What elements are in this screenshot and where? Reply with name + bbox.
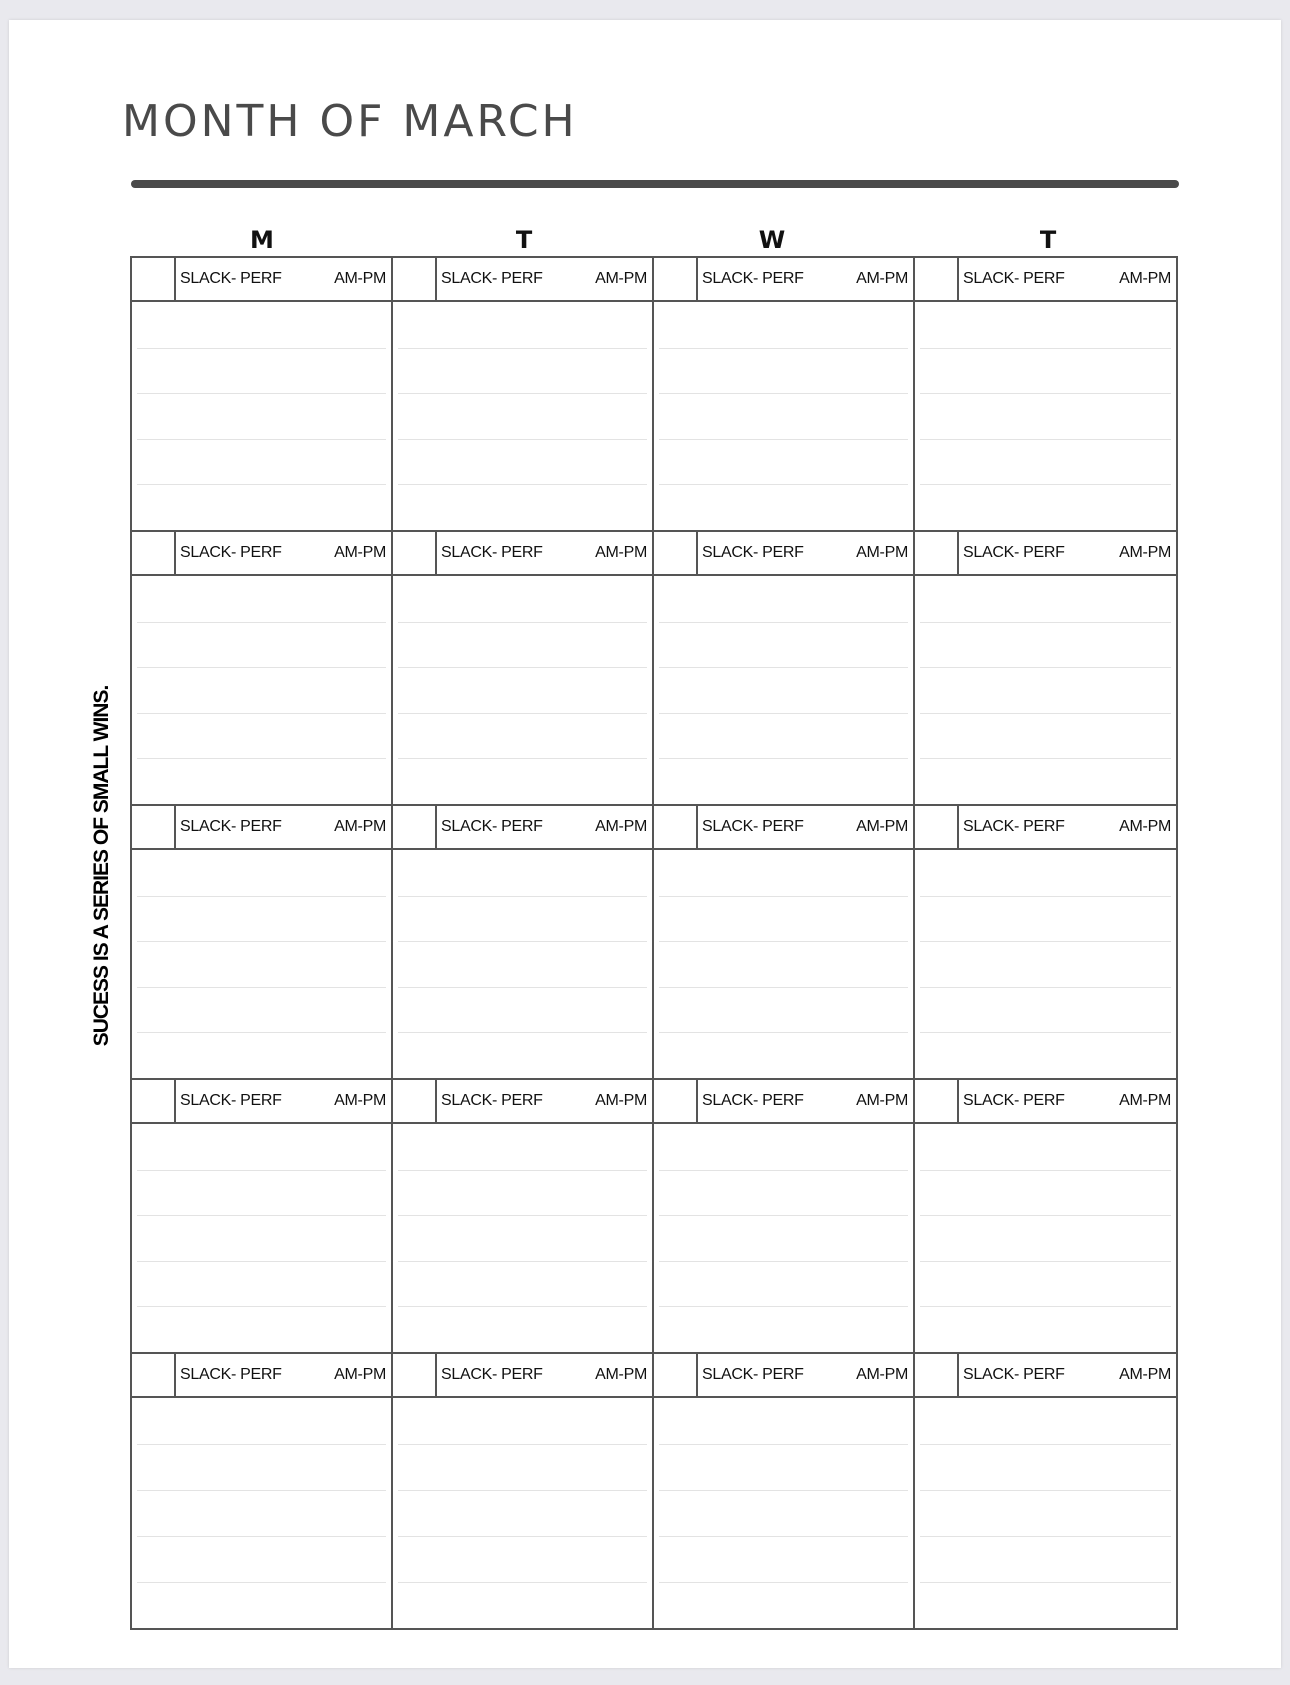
ruled-line (659, 484, 908, 485)
slack-perf-label: SLACK- PERF (180, 1092, 282, 1109)
ruled-line (398, 941, 647, 942)
ruled-line (920, 348, 1171, 349)
ruled-line (137, 393, 386, 394)
date-number-box[interactable] (654, 1080, 698, 1122)
date-number-box[interactable] (393, 806, 437, 848)
slack-perf-label: SLACK- PERF (963, 818, 1065, 835)
day-cell[interactable] (915, 806, 1176, 1080)
ruled-lines (137, 302, 386, 530)
day-cell[interactable] (132, 1354, 393, 1628)
date-number-box[interactable] (654, 532, 698, 574)
day-cell-header (654, 1354, 913, 1398)
ruled-lines (398, 1124, 647, 1352)
day-cell[interactable] (654, 806, 915, 1080)
date-number-box[interactable] (393, 1080, 437, 1122)
ruled-line (659, 667, 908, 668)
ruled-line (398, 1582, 647, 1583)
day-cell-header (915, 532, 1176, 576)
am-pm-label: AM-PM (1119, 818, 1171, 835)
day-cell-header (654, 532, 913, 576)
day-cell-header (393, 532, 652, 576)
day-cell-header (393, 258, 652, 302)
ruled-line (137, 1170, 386, 1171)
ruled-line (920, 1536, 1171, 1537)
am-pm-label: AM-PM (856, 818, 908, 835)
am-pm-label: AM-PM (334, 1092, 386, 1109)
ruled-line (398, 439, 647, 440)
am-pm-label: AM-PM (334, 818, 386, 835)
slack-perf-label: SLACK- PERF (702, 270, 804, 287)
day-cell-header (915, 1080, 1176, 1124)
day-cell[interactable] (393, 1080, 654, 1354)
day-cell-header (132, 806, 391, 850)
ruled-line (659, 348, 908, 349)
ruled-lines (137, 1124, 386, 1352)
date-number-box[interactable] (393, 532, 437, 574)
ruled-line (137, 1444, 386, 1445)
ruled-line (137, 484, 386, 485)
planner-sheet (9, 20, 1281, 1668)
am-pm-label: AM-PM (595, 1092, 647, 1109)
ruled-line (659, 393, 908, 394)
ruled-line (659, 1582, 908, 1583)
ruled-lines (398, 302, 647, 530)
day-cell-header (915, 1354, 1176, 1398)
ruled-line (920, 1490, 1171, 1491)
day-headers (131, 226, 1179, 254)
ruled-line (659, 987, 908, 988)
slack-perf-label: SLACK- PERF (180, 544, 282, 561)
ruled-line (920, 1261, 1171, 1262)
ruled-line (137, 1490, 386, 1491)
ruled-line (398, 622, 647, 623)
date-number-box[interactable] (915, 806, 959, 848)
date-number-box[interactable] (393, 1354, 437, 1396)
day-cell[interactable] (654, 258, 915, 532)
ruled-line (920, 1306, 1171, 1307)
am-pm-label: AM-PM (595, 818, 647, 835)
day-cell[interactable] (654, 532, 915, 806)
title-underline (131, 180, 1179, 188)
slack-perf-label: SLACK- PERF (441, 270, 543, 287)
day-cell-header (132, 1354, 391, 1398)
am-pm-label: AM-PM (1119, 544, 1171, 561)
date-number-box[interactable] (393, 258, 437, 300)
ruled-line (137, 622, 386, 623)
day-header-monday: M (250, 226, 274, 254)
ruled-lines (920, 1124, 1171, 1352)
slack-perf-label: SLACK- PERF (963, 544, 1065, 561)
ruled-line (659, 439, 908, 440)
am-pm-label: AM-PM (334, 1366, 386, 1383)
slack-perf-label: SLACK- PERF (702, 1092, 804, 1109)
ruled-line (659, 896, 908, 897)
ruled-line (398, 1490, 647, 1491)
day-header-tuesday: T (515, 226, 533, 254)
ruled-line (659, 1444, 908, 1445)
ruled-line (137, 941, 386, 942)
day-cell[interactable] (393, 806, 654, 1080)
am-pm-label: AM-PM (1119, 1366, 1171, 1383)
ruled-line (137, 1582, 386, 1583)
ruled-line (659, 1215, 908, 1216)
ruled-line (920, 987, 1171, 988)
ruled-line (920, 439, 1171, 440)
ruled-lines (659, 302, 908, 530)
slack-perf-label: SLACK- PERF (702, 818, 804, 835)
ruled-lines (920, 1398, 1171, 1628)
ruled-line (398, 1032, 647, 1033)
ruled-lines (137, 850, 386, 1078)
date-number-box[interactable] (654, 806, 698, 848)
ruled-line (920, 1582, 1171, 1583)
am-pm-label: AM-PM (334, 544, 386, 561)
day-cell[interactable] (393, 532, 654, 806)
ruled-line (659, 1536, 908, 1537)
ruled-line (920, 484, 1171, 485)
ruled-line (137, 1261, 386, 1262)
ruled-line (137, 439, 386, 440)
ruled-line (398, 484, 647, 485)
ruled-line (398, 1170, 647, 1171)
day-cell-header (132, 532, 391, 576)
slack-perf-label: SLACK- PERF (180, 818, 282, 835)
day-cell[interactable] (132, 806, 393, 1080)
ruled-lines (398, 576, 647, 804)
ruled-line (659, 622, 908, 623)
side-quote: SUCESS IS A SERIES OF SMALL WINS. (90, 685, 113, 1047)
ruled-lines (920, 302, 1171, 530)
ruled-line (137, 1215, 386, 1216)
day-header-wednesday: W (758, 226, 786, 254)
ruled-line (398, 758, 647, 759)
date-number-box[interactable] (654, 258, 698, 300)
ruled-lines (659, 576, 908, 804)
date-number-box[interactable] (132, 532, 176, 574)
ruled-line (398, 667, 647, 668)
am-pm-label: AM-PM (856, 270, 908, 287)
day-cell[interactable] (132, 1080, 393, 1354)
slack-perf-label: SLACK- PERF (180, 1366, 282, 1383)
ruled-line (137, 1536, 386, 1537)
ruled-line (398, 713, 647, 714)
ruled-line (137, 758, 386, 759)
am-pm-label: AM-PM (1119, 1092, 1171, 1109)
slack-perf-label: SLACK- PERF (441, 1366, 543, 1383)
day-cell-header (393, 1080, 652, 1124)
ruled-line (137, 896, 386, 897)
ruled-lines (659, 1398, 908, 1628)
ruled-lines (398, 1398, 647, 1628)
slack-perf-label: SLACK- PERF (180, 270, 282, 287)
ruled-line (137, 1032, 386, 1033)
ruled-line (137, 667, 386, 668)
ruled-line (659, 758, 908, 759)
ruled-line (398, 1215, 647, 1216)
ruled-line (137, 348, 386, 349)
ruled-line (137, 713, 386, 714)
ruled-line (920, 667, 1171, 668)
ruled-line (920, 896, 1171, 897)
am-pm-label: AM-PM (595, 544, 647, 561)
ruled-line (920, 1444, 1171, 1445)
day-cell-header (132, 1080, 391, 1124)
ruled-line (137, 1306, 386, 1307)
day-cell[interactable] (915, 532, 1176, 806)
date-number-box[interactable] (132, 258, 176, 300)
slack-perf-label: SLACK- PERF (963, 1092, 1065, 1109)
ruled-line (659, 1032, 908, 1033)
day-cell-header (654, 258, 913, 302)
day-cell[interactable] (654, 1354, 915, 1628)
ruled-line (398, 896, 647, 897)
ruled-line (920, 622, 1171, 623)
ruled-line (920, 393, 1171, 394)
slack-perf-label: SLACK- PERF (963, 270, 1065, 287)
ruled-lines (398, 850, 647, 1078)
slack-perf-label: SLACK- PERF (441, 544, 543, 561)
date-number-box[interactable] (132, 1080, 176, 1122)
ruled-lines (920, 850, 1171, 1078)
day-cell-header (393, 1354, 652, 1398)
day-cell-header (393, 806, 652, 850)
ruled-line (659, 1306, 908, 1307)
day-cell-header (654, 1080, 913, 1124)
ruled-lines (137, 576, 386, 804)
page-title: MONTH OF MARCH (122, 96, 578, 147)
ruled-line (920, 713, 1171, 714)
day-cell[interactable] (654, 1080, 915, 1354)
ruled-line (398, 348, 647, 349)
date-number-box[interactable] (915, 532, 959, 574)
ruled-line (398, 1261, 647, 1262)
ruled-line (659, 713, 908, 714)
ruled-line (398, 1306, 647, 1307)
ruled-lines (659, 1124, 908, 1352)
day-header-thursday: T (1039, 226, 1057, 254)
day-cell[interactable] (393, 258, 654, 532)
day-cell[interactable] (132, 258, 393, 532)
ruled-lines (920, 576, 1171, 804)
day-cell-header (915, 258, 1176, 302)
date-number-box[interactable] (915, 1080, 959, 1122)
slack-perf-label: SLACK- PERF (441, 818, 543, 835)
ruled-line (398, 1536, 647, 1537)
date-number-box[interactable] (654, 1354, 698, 1396)
slack-perf-label: SLACK- PERF (702, 1366, 804, 1383)
am-pm-label: AM-PM (334, 270, 386, 287)
day-cell-header (132, 258, 391, 302)
ruled-line (398, 393, 647, 394)
slack-perf-label: SLACK- PERF (441, 1092, 543, 1109)
ruled-line (920, 1215, 1171, 1216)
day-cell-header (654, 806, 913, 850)
ruled-line (659, 1261, 908, 1262)
ruled-line (920, 1170, 1171, 1171)
ruled-line (659, 941, 908, 942)
date-number-box[interactable] (132, 806, 176, 848)
am-pm-label: AM-PM (856, 1366, 908, 1383)
am-pm-label: AM-PM (856, 1092, 908, 1109)
am-pm-label: AM-PM (595, 1366, 647, 1383)
ruled-line (920, 758, 1171, 759)
day-cell[interactable] (915, 1080, 1176, 1354)
ruled-line (659, 1490, 908, 1491)
am-pm-label: AM-PM (856, 544, 908, 561)
date-number-box[interactable] (915, 1354, 959, 1396)
slack-perf-label: SLACK- PERF (702, 544, 804, 561)
day-cell-header (915, 806, 1176, 850)
day-cell[interactable] (915, 1354, 1176, 1628)
date-number-box[interactable] (132, 1354, 176, 1396)
day-cell[interactable] (393, 1354, 654, 1628)
calendar-grid (130, 256, 1178, 1630)
date-number-box[interactable] (915, 258, 959, 300)
ruled-line (920, 941, 1171, 942)
am-pm-label: AM-PM (1119, 270, 1171, 287)
day-cell[interactable] (132, 532, 393, 806)
ruled-lines (659, 850, 908, 1078)
slack-perf-label: SLACK- PERF (963, 1366, 1065, 1383)
ruled-lines (137, 1398, 386, 1628)
ruled-line (659, 1170, 908, 1171)
ruled-line (398, 1444, 647, 1445)
am-pm-label: AM-PM (595, 270, 647, 287)
ruled-line (398, 987, 647, 988)
ruled-line (920, 1032, 1171, 1033)
day-cell[interactable] (915, 258, 1176, 532)
ruled-line (137, 987, 386, 988)
